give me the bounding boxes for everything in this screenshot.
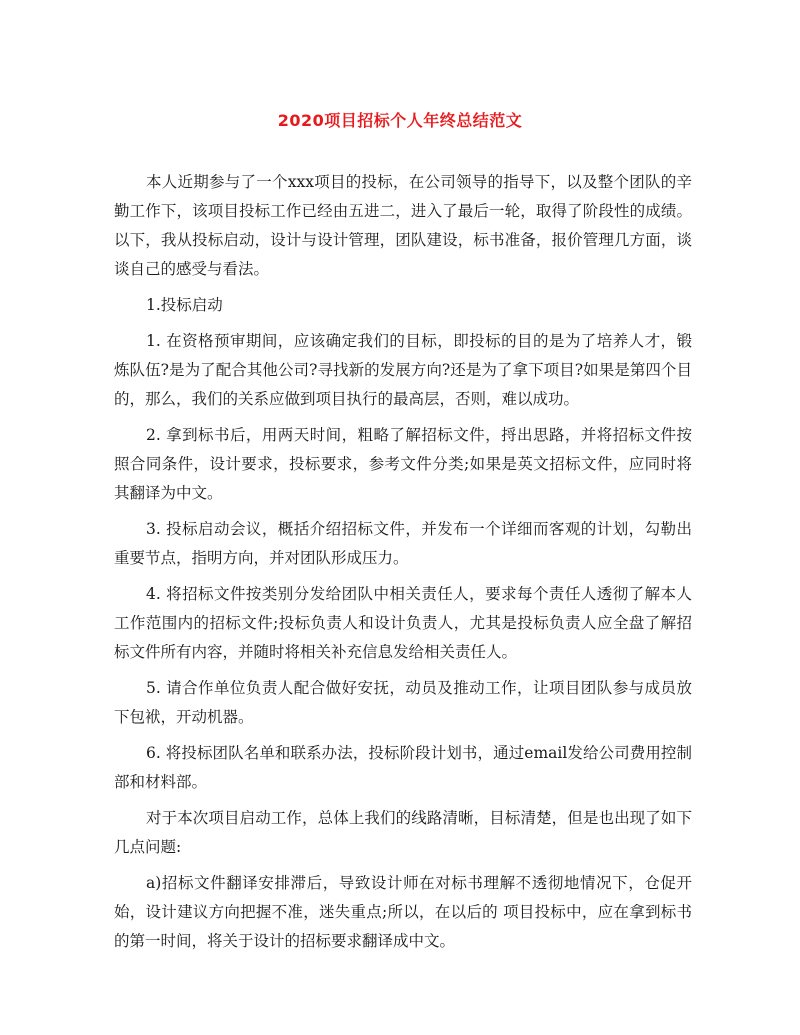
paragraph-summary: 对于本次项目启动工作，总体上我们的线路清晰，目标清楚，但是也出现了如下几点问题:: [114, 809, 692, 856]
paragraph-item-5: 5. 请合作单位负责人配合做好安抚，动员及推动工作，让项目团队参与成员放下包袱，开动机器。: [114, 679, 692, 726]
paragraph-item-6: 6. 将投标团队名单和联系办法，投标阶段计划书，通过email发给公司费用控制部和材料部。: [114, 744, 692, 791]
document-title: 2020项目招标个人年终总结范文: [277, 111, 523, 130]
paragraph-item-1: 1. 在资格预审期间，应该确定我们的目标，即投标的目的是为了培养人才，锻炼队伍?是为了配合其他公司?寻找新的发展方向?还是为了拿下项目?如果是第四个目的，那么，我们的关系应做到项目执行的最高层，否则，难以成功。: [114, 332, 692, 408]
document-body: [114, 168, 692, 963]
section-heading-bid-launch: 1.投标启动: [146, 296, 223, 314]
paragraph-item-3: 3. 投标启动会议，概括介绍招标文件，并发布一个详细而客观的计划，勾勒出重要节点，指明方向，并对团队形成压力。: [114, 520, 692, 567]
paragraph-intro: 本人近期参与了一个xxx项目的投标，在公司领导的指导下，以及整个团队的辛勤工作下，该项目投标工作已经由五进二，进入了最后一轮，取得了阶段性的成绩。以下，我从投标启动，设计与设计管理，团队建设，标书准备，报价管理几方面，谈谈自己的感受与看法。: [114, 173, 692, 278]
paragraph-issue-a: a)招标文件翻译安排滞后，导致设计师在对标书理解不透彻地情况下，仓促开始，设计建议方向把握不准，迷失重点;所以，在以后的 项目投标中，应在拿到标书的第一时间，将关于设计的招标要求翻译成中文。: [114, 874, 692, 950]
paragraph-item-2: 2. 拿到标书后，用两天时间，粗略了解招标文件，捋出思路，并将招标文件按照合同条件，设计要求，投标要求，参考文件分类;如果是英文招标文件，应同时将其翻译为中文。: [114, 426, 692, 502]
paragraph-item-4: 4. 将招标文件按类别分发给团队中相关责任人，要求每个责任人透彻了解本人工作范围内的招标文件;投标负责人和设计负责人，尤其是投标负责人应全盘了解招标文件所有内容，并随时将相关补充信息发给相关责任人。: [114, 585, 692, 661]
